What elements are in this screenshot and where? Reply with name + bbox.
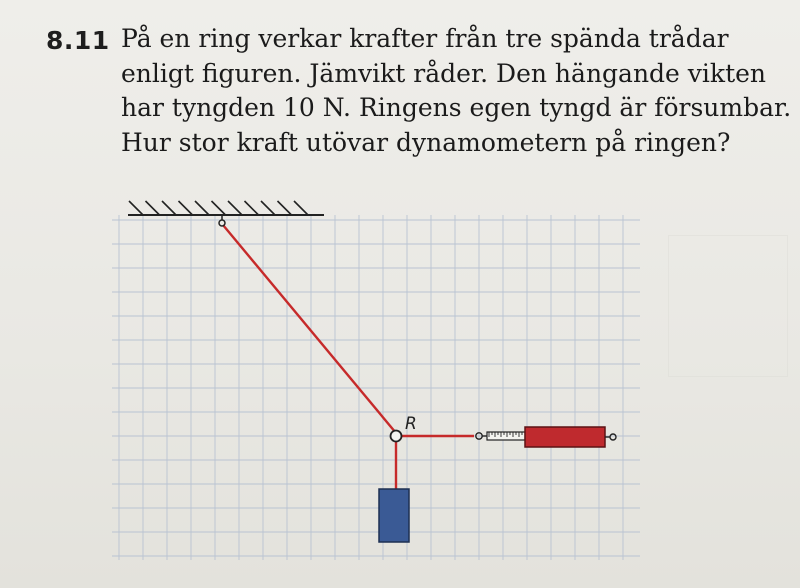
ceiling-hook — [219, 215, 225, 226]
problem-text-line-2: enligt figuren. Jämvikt råder. Den hängande vikten — [121, 58, 767, 88]
ceiling — [128, 201, 324, 215]
problem-number: 8.11 — [46, 26, 110, 55]
problem-text-line-3: har tyngden 10 N. Ringens egen tyngd är försumbar. — [121, 93, 792, 122]
thread-to-ceiling — [223, 225, 396, 433]
grid — [112, 215, 640, 560]
dynamometer-body — [525, 427, 605, 447]
ring-label: R — [405, 414, 417, 434]
hanging-weight — [379, 489, 409, 542]
dynamometer — [476, 427, 616, 447]
problem-text-line-1: På en ring verkar krafter från tre spända trådar — [121, 24, 729, 53]
ring — [391, 431, 402, 442]
problem-text-line-4: Hur stor kraft utövar dynamometern på ringen? — [121, 127, 731, 157]
